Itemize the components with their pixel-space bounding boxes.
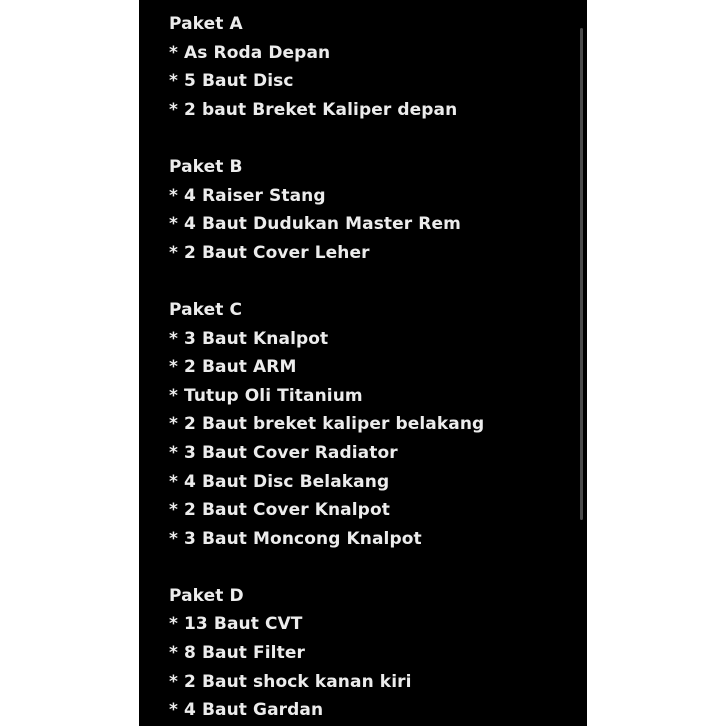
list-item: * 2 Baut ARM (169, 357, 297, 378)
list-item: * 2 Baut Cover Knalpot (169, 500, 390, 521)
list-item: * 2 baut Breket Kaliper depan (169, 99, 458, 120)
note-view (139, 0, 587, 726)
list-item: * 8 Baut Filter (169, 643, 305, 664)
vertical-scrollbar[interactable] (580, 28, 583, 520)
package-b (169, 153, 567, 267)
note-content (169, 10, 567, 725)
list-item: * 3 Baut Cover Radiator (169, 442, 398, 463)
package-title: Paket D (169, 585, 244, 606)
list-item: * 13 Baut CVT (169, 614, 303, 635)
list-item: * 5 Baut Disc (169, 71, 294, 92)
package-d (169, 582, 567, 725)
list-item: * 2 Baut shock kanan kiri (169, 671, 412, 692)
list-item: * 2 Baut breket kaliper belakang (169, 414, 485, 435)
package-a (169, 10, 567, 124)
list-item: * 4 Baut Gardan (169, 700, 324, 721)
blank-line (169, 553, 567, 582)
list-item: * 4 Baut Dudukan Master Rem (169, 214, 461, 235)
list-item: * 4 Baut Disc Belakang (169, 471, 390, 492)
list-item: * 3 Baut Knalpot (169, 328, 329, 349)
list-item: * 3 Baut Moncong Knalpot (169, 528, 422, 549)
package-c (169, 296, 567, 553)
blank-line (169, 267, 567, 296)
list-item: * Tutup Oli Titanium (169, 385, 363, 406)
blank-line (169, 124, 567, 153)
list-item: * As Roda Depan (169, 42, 331, 63)
package-title: Paket A (169, 14, 243, 34)
package-title: Paket B (169, 156, 243, 177)
list-item: * 4 Raiser Stang (169, 185, 326, 206)
package-title: Paket C (169, 299, 243, 320)
list-item: * 2 Baut Cover Leher (169, 242, 370, 263)
